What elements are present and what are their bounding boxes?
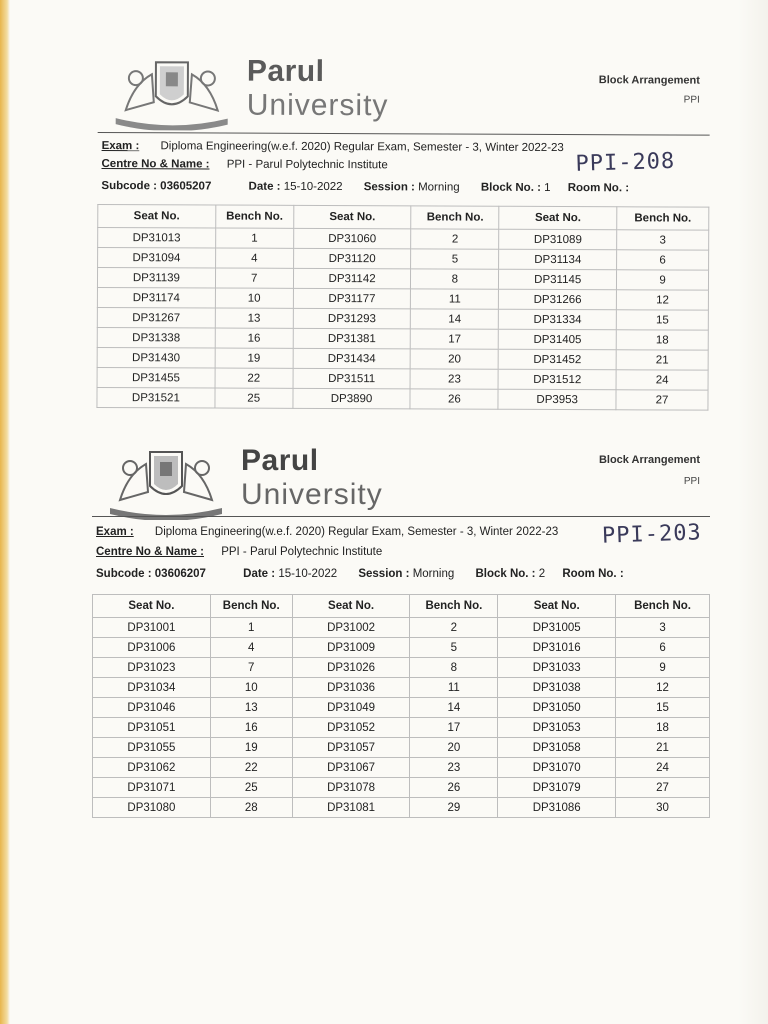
bench-number-cell: 15	[616, 698, 710, 718]
seat-number-cell: DP31455	[97, 367, 215, 388]
bench-number-cell: 14	[410, 698, 498, 718]
seat-number-cell: DP31049	[292, 698, 410, 718]
table-header-row	[93, 595, 710, 618]
bench-number-cell: 16	[210, 718, 292, 738]
table-row	[93, 798, 710, 818]
header-rule	[98, 132, 710, 136]
column-header: Bench No.	[617, 207, 709, 230]
bench-number-cell: 4	[210, 638, 292, 658]
bench-number-cell: 6	[617, 250, 709, 270]
bench-number-cell: 21	[616, 350, 708, 370]
header-rule	[92, 516, 710, 517]
bench-number-cell: 1	[215, 228, 293, 248]
seat-number-cell: DP3953	[498, 389, 616, 410]
seat-number-cell: DP3890	[293, 388, 411, 409]
table-row	[93, 638, 710, 658]
table-body	[93, 618, 710, 818]
bench-number-cell: 20	[410, 738, 498, 758]
seat-number-cell: DP31060	[293, 228, 411, 249]
table-row	[93, 678, 710, 698]
seat-number-cell: DP31033	[498, 658, 616, 678]
table-row	[97, 307, 708, 330]
table-row	[93, 738, 710, 758]
bench-number-cell: 17	[410, 718, 498, 738]
bench-number-cell: 19	[210, 738, 292, 758]
bench-number-cell: 11	[411, 289, 499, 309]
handwritten-room-note: PPI-208	[575, 148, 676, 177]
centre-label: Centre No & Name :	[96, 546, 204, 558]
seat-number-cell: DP31071	[93, 778, 211, 798]
bench-number-cell: 23	[410, 758, 498, 778]
column-header: Bench No.	[410, 595, 498, 618]
bench-number-cell: 13	[215, 308, 293, 328]
seat-number-cell: DP31046	[93, 698, 211, 718]
seat-number-cell: DP31267	[97, 307, 215, 328]
bench-number-cell: 17	[411, 329, 499, 349]
block-code: PPI	[683, 476, 700, 487]
university-logo	[112, 52, 402, 133]
bench-number-cell: 10	[210, 678, 292, 698]
bench-number-cell: 26	[410, 389, 498, 409]
bench-number-cell: 30	[616, 798, 710, 818]
column-header: Seat No.	[498, 595, 616, 618]
column-header: Bench No.	[216, 205, 294, 228]
block-arrangement-title: Block Arrangement	[598, 74, 700, 87]
seat-number-cell: DP31511	[293, 368, 411, 389]
seat-number-cell: DP31381	[293, 328, 411, 349]
bench-number-cell: 18	[616, 718, 710, 738]
session-value: Morning	[418, 181, 460, 194]
seat-number-cell: DP31036	[292, 678, 410, 698]
seat-number-cell: DP31177	[293, 288, 411, 309]
date-label: Date :	[243, 568, 276, 580]
table-row	[93, 658, 710, 678]
bench-number-cell: 1	[210, 618, 292, 638]
exam-line	[102, 140, 564, 154]
seat-number-cell: DP31139	[97, 268, 215, 289]
bench-number-cell: 5	[410, 638, 498, 658]
table-row	[97, 347, 708, 370]
column-header: Seat No.	[292, 595, 410, 618]
seat-number-cell: DP31334	[499, 309, 617, 330]
bench-number-cell: 21	[616, 738, 710, 758]
table-row	[93, 698, 710, 718]
centre-line	[101, 158, 387, 171]
exam-value: Diploma Engineering(w.e.f. 2020) Regular Exam, Semester - 3, Winter 2022-23	[154, 526, 559, 538]
bench-number-cell: 7	[215, 268, 293, 288]
column-header: Seat No.	[293, 205, 411, 229]
bench-number-cell: 22	[210, 758, 292, 778]
subcode: Subcode : 03606207	[96, 568, 206, 580]
seat-number-cell: DP31089	[499, 229, 617, 250]
bench-number-cell: 8	[411, 269, 499, 289]
seat-number-cell: DP31002	[292, 618, 410, 638]
seat-number-cell: DP31086	[498, 798, 616, 818]
centre-label: Centre No & Name :	[101, 158, 210, 171]
crest-icon	[106, 444, 226, 520]
seat-number-cell: DP31405	[499, 329, 617, 350]
bench-number-cell: 28	[210, 798, 292, 818]
centre-value: PPI - Parul Polytechnic Institute	[221, 546, 383, 558]
seat-number-cell: DP31051	[93, 718, 211, 738]
block-code: PPI	[683, 94, 700, 106]
bench-number-cell: 13	[210, 698, 292, 718]
date-value: 15-10-2022	[283, 180, 343, 194]
seat-number-cell: DP31067	[292, 758, 410, 778]
seat-number-cell: DP31452	[498, 349, 616, 370]
paper-edge-right	[738, 0, 768, 1024]
seat-number-cell: DP31058	[498, 738, 616, 758]
column-header: Seat No.	[98, 205, 216, 229]
session-value: Morning	[412, 568, 455, 580]
seat-number-cell: DP31521	[97, 387, 215, 408]
bench-number-cell: 8	[410, 658, 498, 678]
date-label: Date :	[248, 180, 281, 193]
room-label: Room No. :	[562, 568, 624, 580]
seat-number-cell: DP31512	[498, 369, 616, 390]
table-header-row	[98, 205, 709, 231]
bench-number-cell: 29	[410, 798, 498, 818]
block-arrangement-title: Block Arrangement	[598, 454, 700, 466]
seat-number-cell: DP31145	[499, 269, 617, 290]
session-label: Session :	[363, 181, 415, 194]
column-header: Seat No.	[499, 206, 617, 230]
bench-number-cell: 12	[616, 290, 708, 310]
seat-number-cell: DP31266	[499, 289, 617, 310]
university-name: Parul	[241, 444, 319, 477]
bench-number-cell: 23	[411, 369, 499, 389]
crest-icon	[112, 54, 232, 131]
column-header: Seat No.	[93, 595, 211, 618]
seat-number-cell: DP31052	[292, 718, 410, 738]
bench-number-cell: 25	[215, 388, 293, 408]
block-label: Block No. :	[475, 568, 536, 580]
bench-number-cell: 19	[215, 348, 293, 368]
bench-number-cell: 5	[411, 249, 499, 269]
seat-number-cell: DP31062	[93, 758, 211, 778]
seat-number-cell: DP31430	[97, 347, 215, 368]
seat-number-cell: DP31013	[98, 228, 216, 249]
block-value: 1	[544, 181, 551, 194]
seat-number-cell: DP31055	[93, 738, 211, 758]
bench-number-cell: 12	[616, 678, 710, 698]
table-row	[93, 718, 710, 738]
table-row	[97, 367, 708, 390]
table-row	[97, 327, 708, 350]
seat-number-cell: DP31023	[93, 658, 211, 678]
table-row	[98, 248, 709, 271]
bench-number-cell: 25	[210, 778, 292, 798]
bench-number-cell: 4	[215, 248, 293, 268]
seat-number-cell: DP31001	[93, 618, 211, 638]
room-label: Room No. :	[567, 182, 630, 195]
bench-number-cell: 22	[215, 368, 293, 388]
bench-number-cell: 26	[410, 778, 498, 798]
bench-number-cell: 14	[411, 309, 499, 329]
bench-number-cell: 16	[215, 328, 293, 348]
bench-number-cell: 2	[410, 618, 498, 638]
block-value: 2	[538, 568, 546, 580]
bench-number-cell: 11	[410, 678, 498, 698]
seat-number-cell: DP31006	[93, 638, 211, 658]
seat-number-cell: DP31057	[292, 738, 410, 758]
exam-line	[96, 526, 558, 538]
block-label: Block No. :	[480, 181, 541, 194]
bench-number-cell: 6	[616, 638, 710, 658]
table-row	[97, 287, 708, 310]
seat-number-cell: DP31142	[293, 268, 411, 289]
seat-number-cell: DP31079	[498, 778, 616, 798]
bench-number-cell: 20	[411, 349, 499, 369]
handwritten-room-note: PPI-203	[601, 520, 703, 549]
date-value: 15-10-2022	[278, 568, 338, 580]
university-name: Parul	[246, 54, 325, 88]
seat-number-cell: DP31338	[97, 327, 215, 348]
column-header: Bench No.	[411, 206, 499, 229]
bench-number-cell: 9	[617, 270, 709, 290]
column-header: Bench No.	[210, 595, 292, 618]
bench-number-cell: 24	[616, 758, 710, 778]
seat-number-cell: DP31078	[292, 778, 410, 798]
bench-number-cell: 27	[616, 778, 710, 798]
seat-number-cell: DP31009	[292, 638, 410, 658]
bench-number-cell: 9	[616, 658, 710, 678]
seat-number-cell: DP31120	[293, 248, 411, 269]
university-subtitle: University	[246, 88, 389, 123]
seat-number-cell: DP31038	[498, 678, 616, 698]
exam-value: Diploma Engineering(w.e.f. 2020) Regular Exam, Semester - 3, Winter 2022-23	[160, 140, 564, 155]
seat-number-cell: DP31080	[93, 798, 211, 818]
university-subtitle: University	[241, 478, 383, 511]
table-row	[98, 228, 709, 251]
arrangement-sheet-1	[98, 52, 710, 406]
session-label: Session :	[358, 568, 410, 580]
seat-number-cell: DP31034	[93, 678, 211, 698]
seat-number-cell: DP31070	[498, 758, 616, 778]
seat-number-cell: DP31081	[292, 798, 410, 818]
seat-number-cell: DP31053	[498, 718, 616, 738]
bench-number-cell: 3	[617, 230, 709, 250]
bench-number-cell: 7	[210, 658, 292, 678]
seat-number-cell: DP31016	[498, 638, 616, 658]
column-header: Bench No.	[616, 595, 710, 618]
bench-number-cell: 15	[616, 310, 708, 330]
table-row	[93, 618, 710, 638]
bench-number-cell: 18	[616, 330, 708, 350]
seat-number-cell: DP31134	[499, 249, 617, 270]
table-row	[93, 778, 710, 798]
seat-number-cell: DP31174	[97, 287, 215, 308]
bench-number-cell: 24	[616, 370, 708, 390]
subcode: Subcode : 03605207	[101, 180, 212, 193]
university-logo	[106, 442, 396, 522]
exam-label: Exam :	[96, 526, 134, 538]
seat-number-cell: DP31050	[498, 698, 616, 718]
table-row	[97, 387, 708, 410]
centre-value: PPI - Parul Polytechnic Institute	[226, 158, 388, 172]
table-row	[93, 758, 710, 778]
seat-number-cell: DP31434	[293, 348, 411, 369]
paper-edge-left	[0, 0, 10, 1024]
centre-line	[96, 546, 382, 558]
seating-table-2	[92, 594, 710, 818]
bench-number-cell: 3	[616, 618, 710, 638]
seat-number-cell: DP31293	[293, 308, 411, 329]
bench-number-cell: 27	[616, 390, 708, 410]
table-row	[97, 268, 708, 291]
exam-label: Exam :	[101, 140, 140, 153]
seat-number-cell: DP31026	[292, 658, 410, 678]
bench-number-cell: 2	[411, 229, 499, 249]
subcode-line	[101, 180, 629, 194]
subcode-line	[96, 568, 624, 580]
seat-number-cell: DP31005	[498, 618, 616, 638]
seating-table-1	[96, 204, 709, 411]
bench-number-cell: 10	[215, 288, 293, 308]
table-body	[97, 228, 709, 411]
seat-number-cell: DP31094	[98, 248, 216, 269]
